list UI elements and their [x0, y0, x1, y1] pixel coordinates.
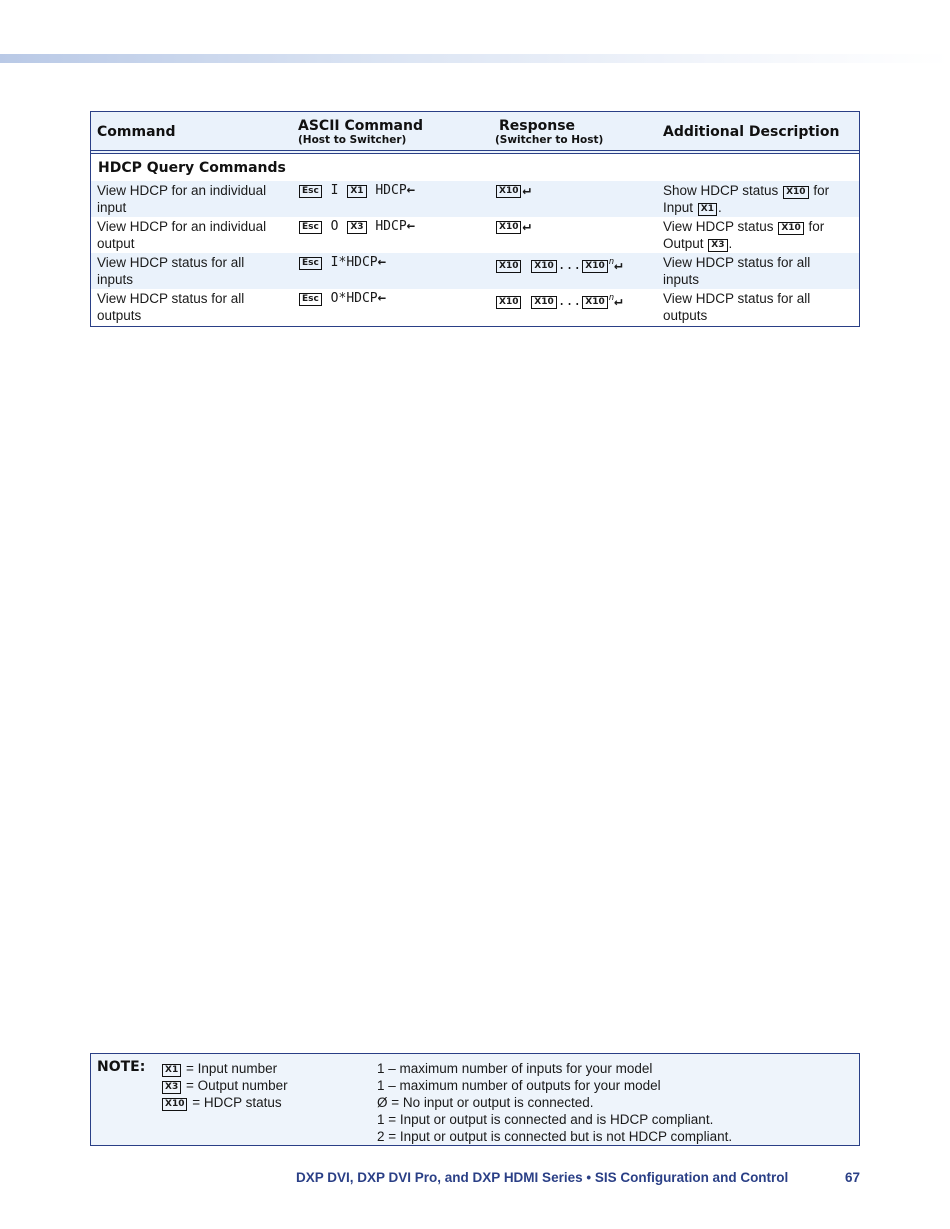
- note-label: NOTE:: [97, 1059, 146, 1075]
- description-cell: Show HDCP status X10 for Input X1 .: [663, 183, 830, 215]
- esc-key-box: Esc: [299, 221, 322, 234]
- variable-box: X3: [347, 221, 366, 234]
- command-cell: View HDCP for an individual input: [97, 183, 267, 215]
- header-ascii-command: ASCII Command (Host to Switcher): [298, 118, 423, 146]
- variable-box: X1: [347, 185, 366, 198]
- variable-box: X10: [783, 186, 808, 199]
- table-row: [91, 253, 859, 289]
- header-command: Command: [97, 124, 176, 140]
- table-row: [91, 181, 859, 217]
- return-arrow-icon: ↵: [614, 293, 623, 309]
- ascii-command-cell: [298, 218, 415, 235]
- command-text: O*HDCP: [330, 291, 378, 306]
- page-number: 67: [844, 1170, 860, 1185]
- header-additional-description: Additional Description: [663, 124, 840, 140]
- command-letter: O: [330, 219, 339, 234]
- return-arrow-icon: ↵: [614, 257, 623, 273]
- variable-box: X3: [162, 1081, 181, 1094]
- table-row: [91, 217, 859, 253]
- return-arrow-icon: ↵: [522, 218, 531, 234]
- variable-box: X10: [162, 1098, 187, 1111]
- description-cell: View HDCP status X10 for Output X3 .: [663, 219, 825, 251]
- note-legend-item: X10 = HDCP status: [161, 1094, 288, 1111]
- command-cell: View HDCP status for all inputs: [97, 255, 245, 287]
- variable-box: X10: [496, 221, 521, 234]
- note-value-line: 1 – maximum number of outputs for your model: [377, 1078, 661, 1093]
- table-row: [91, 289, 859, 326]
- header-response: Response (Switcher to Host): [495, 118, 604, 146]
- enter-arrow-icon: ←: [406, 182, 416, 198]
- response-cell: [495, 254, 623, 274]
- variable-box: X10: [778, 222, 803, 235]
- note-value-descriptions: [377, 1060, 732, 1145]
- enter-arrow-icon: ←: [377, 254, 387, 270]
- response-cell: [495, 290, 623, 310]
- variable-box: X1: [162, 1064, 181, 1077]
- footer-title: DXP DVI, DXP DVI Pro, and DXP HDMI Series • SIS Configuration and Control: [296, 1170, 789, 1185]
- variable-box: X10: [582, 296, 607, 309]
- superscript-n: n: [608, 293, 615, 303]
- command-text: I*HDCP: [330, 255, 378, 270]
- note-box: [90, 1053, 860, 1146]
- variable-box: X1: [698, 203, 717, 216]
- ascii-command-cell: [298, 254, 386, 271]
- hdcp-command-table: [90, 111, 860, 327]
- description-cell: View HDCP status for all inputs: [663, 255, 811, 287]
- variable-box: X10: [496, 185, 521, 198]
- section-title: HDCP Query Commands: [98, 160, 286, 176]
- table-header: [91, 112, 859, 154]
- note-variable-legend: [161, 1060, 288, 1111]
- ascii-command-cell: [298, 182, 415, 199]
- note-value-line: 2 = Input or output is connected but is not HDCP compliant.: [377, 1129, 733, 1144]
- variable-box: X10: [496, 260, 521, 273]
- note-value-line: Ø = No input or output is connected.: [377, 1095, 594, 1110]
- variable-box: X10: [531, 296, 556, 309]
- enter-arrow-icon: ←: [406, 218, 416, 234]
- variable-box: X10: [496, 296, 521, 309]
- note-value-line: 1 – maximum number of inputs for your model: [377, 1061, 653, 1076]
- note-value-line: 1 = Input or output is connected and is HDCP compliant.: [377, 1112, 714, 1127]
- command-text: HDCP: [375, 183, 407, 198]
- enter-arrow-icon: ←: [377, 290, 387, 306]
- superscript-n: n: [608, 257, 615, 267]
- return-arrow-icon: ↵: [522, 182, 531, 198]
- header-gradient-bar: [0, 54, 950, 63]
- variable-box: X10: [582, 260, 607, 273]
- variable-box: X10: [531, 260, 556, 273]
- variable-box: X3: [708, 239, 727, 252]
- section-row: [91, 154, 859, 181]
- command-cell: View HDCP status for all outputs: [97, 291, 245, 323]
- ellipsis: ...: [557, 294, 582, 309]
- note-legend-item: X1 = Input number: [161, 1060, 288, 1077]
- esc-key-box: Esc: [299, 257, 322, 270]
- command-text: HDCP: [375, 219, 407, 234]
- note-legend-item: X3 = Output number: [161, 1077, 288, 1094]
- command-letter: I: [330, 183, 339, 198]
- ascii-command-cell: [298, 290, 386, 307]
- description-cell: View HDCP status for all outputs: [663, 291, 811, 323]
- ellipsis: ...: [557, 258, 582, 273]
- esc-key-box: Esc: [299, 293, 322, 306]
- response-cell: [495, 182, 531, 199]
- command-cell: View HDCP for an individual output: [97, 219, 267, 251]
- response-cell: [495, 218, 531, 235]
- esc-key-box: Esc: [299, 185, 322, 198]
